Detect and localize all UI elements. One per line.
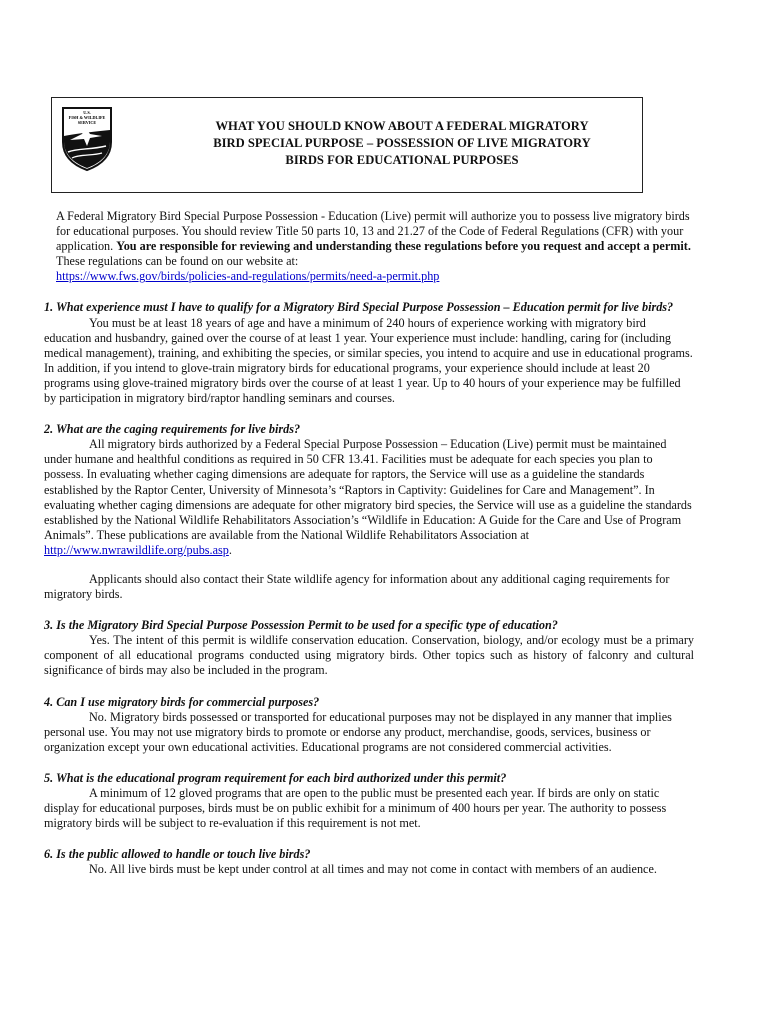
answer-2-after-link: . — [228, 542, 232, 557]
nwra-link[interactable]: http://www.nwrawildlife.org/pubs.asp — [44, 542, 229, 557]
question-3: 3. Is the Migratory Bird Special Purpose Possession Permit to be used for a specific type of education? — [44, 618, 558, 633]
header-box — [51, 97, 643, 193]
question-6: 6. Is the public allowed to handle or touch live birds? — [44, 847, 311, 862]
answer-3: Yes. The intent of this permit is wildlife conservation education. Conservation, biology, and/or ecology must be a primary component of all educational programs conducted using migratory birds. Other topics such as history of falconry and cultural significance of birds may also be included in the program. — [44, 633, 694, 678]
answer-5: A minimum of 12 gloved programs that are open to the public must be presented each year. If birds are only on static display for educational purposes, birds must be on public exhibit for a minimum of 400 hours per year. The authority to possess migratory birds will be subject to re-evaluation if this requirement is not met. — [44, 786, 667, 831]
answer-1: You must be at least 18 years of age and have a minimum of 240 hours of experience working with migratory bird education and husbandry, gained over the course of at least 1 year. Your experience must include: handling, caring for (including medical management), training, and exhibiting the species, or similar species, you intend to acquire and use in educational programs. In addition, if you intend to glove-train migratory birds for educational programs, your experience should include at least 20 programs using glove-trained migratory birds over the course of at least 1 year. Up to 40 hours of your experience may be fulfilled by participation in migratory bird/raptor handling seminars and courses. — [44, 315, 693, 406]
question-2: 2. What are the caging requirements for live birds? — [44, 422, 301, 437]
logo-text-1: U.S. — [83, 110, 91, 115]
intro-paragraph — [56, 209, 694, 284]
logo-text-2: FISH & WILDLIFE — [68, 115, 106, 120]
intro-text-2: These regulations can be found on our website at: — [56, 254, 299, 269]
answer-2-continued: Applicants should also contact their State wildlife agency for information about any additional caging requirements for migratory birds. — [44, 571, 670, 602]
title-line-2: BIRD SPECIAL PURPOSE – POSSESSION OF LIVE MIGRATORY — [213, 136, 591, 150]
answer-6: No. All live birds must be kept under control at all times and may not come in contact with members of an audience. — [89, 862, 657, 877]
answer-2-text: All migratory birds authorized by a Federal Special Purpose Possession – Education (Live) permit must be maintained under humane and healthful conditions as required in 50 CFR 13.41. Facilities must be adequate for each species you plan to possess. In evaluating whether caging dimensions are adequate for raptors, the Service will use as a guideline the standards established by the Raptor Center, University of Minnesota’s “Raptors in Captivity: Guidelines for Care and Management”. In evaluating whether caging dimensions are adequate for other migratory bird species, the Service will use as a guideline the standards established by the National Wildlife Rehabilitators Association’s “Wildlife in Education: A Guide for the Care and Use of Program Animals”. These publications are available from the National Wildlife Rehabilitators Association at — [44, 437, 692, 542]
document-title — [172, 118, 632, 169]
logo-text-3: SERVICE — [77, 120, 97, 125]
fws-logo — [60, 106, 114, 172]
title-line-1: WHAT YOU SHOULD KNOW ABOUT A FEDERAL MIGRATORY — [215, 119, 589, 133]
question-1: 1. What experience must I have to qualify for a Migratory Bird Special Purpose Possession – Education permit for live birds? — [44, 300, 674, 315]
answer-2 — [44, 437, 694, 558]
title-line-3: BIRDS FOR EDUCATIONAL PURPOSES — [285, 153, 519, 167]
document-body — [44, 209, 694, 877]
intro-text-1: A Federal Migratory Bird Special Purpose Possession - Education (Live) permit will authorize you to possess live migratory birds for educational purposes. You should review Title 50 parts 10, 13 and 21.27 of the Code of Federal Regulations (CFR) with your application. — [56, 209, 690, 254]
regulations-link[interactable]: https://www.fws.gov/birds/policies-and-regulations/permits/need-a-permit.php — [56, 269, 440, 284]
question-4: 4. Can I use migratory birds for commercial purposes? — [44, 694, 320, 709]
question-5: 5. What is the educational program requirement for each bird authorized under this permit? — [44, 770, 507, 785]
intro-bold: You are responsible for reviewing and understanding these regulations before you request and accept a permit. — [116, 239, 691, 254]
answer-4: No. Migratory birds possessed or transported for educational purposes may not be displayed in any manner that implies personal use. You may not use migratory birds to promote or endorse any product, merchandise, goods, services, business or organization except your own educational activities. Educational programs are not considered commercial activities. — [44, 709, 672, 754]
